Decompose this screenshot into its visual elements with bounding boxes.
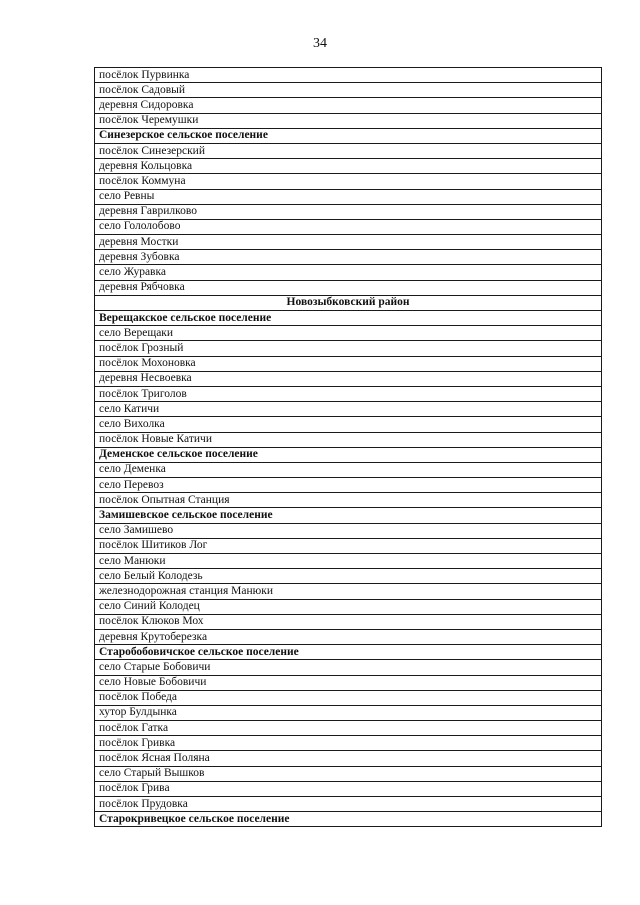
settlement-header-row [95, 508, 602, 523]
locality-name: посёлок Клюков Мох [95, 614, 602, 629]
locality-name: село Новые Бобовичи [95, 675, 602, 690]
table-row [95, 356, 602, 371]
table-row [95, 219, 602, 234]
table-row [95, 538, 602, 553]
district-header-row [95, 295, 602, 310]
settlement-header-row [95, 311, 602, 326]
table-row [95, 781, 602, 796]
table-row [95, 113, 602, 128]
settlement-name: Замишевское сельское поселение [95, 508, 602, 523]
locality-name: посёлок Гатка [95, 721, 602, 736]
table-row [95, 797, 602, 812]
table-row [95, 235, 602, 250]
table-row [95, 569, 602, 584]
district-name: Новозыбковский район [95, 295, 602, 310]
table-row [95, 204, 602, 219]
locality-name: село Манюки [95, 554, 602, 569]
locality-name: посёлок Гривка [95, 736, 602, 751]
locality-name: деревня Мостки [95, 235, 602, 250]
table-row [95, 189, 602, 204]
table-row [95, 554, 602, 569]
locality-name: посёлок Прудовка [95, 797, 602, 812]
locality-name: посёлок Грива [95, 781, 602, 796]
settlement-header-row [95, 447, 602, 462]
table-row [95, 402, 602, 417]
locality-name: деревня Кольцовка [95, 159, 602, 174]
table-row [95, 705, 602, 720]
settlement-name: Старокривецкое сельское поселение [95, 812, 602, 827]
locality-name: посёлок Мохоновка [95, 356, 602, 371]
locality-name: село Деменка [95, 462, 602, 477]
table-row [95, 478, 602, 493]
settlement-header-row [95, 645, 602, 660]
table-row [95, 265, 602, 280]
locality-name: село Гололобово [95, 219, 602, 234]
table-row [95, 68, 602, 83]
locality-name: деревня Сидоровка [95, 98, 602, 113]
locality-name: село Старые Бобовичи [95, 660, 602, 675]
locality-name: хутор Булдынка [95, 705, 602, 720]
table-row [95, 371, 602, 386]
locality-name: село Ревны [95, 189, 602, 204]
table-row [95, 250, 602, 265]
locality-name: посёлок Триголов [95, 386, 602, 401]
table-row [95, 660, 602, 675]
locality-name: село Белый Колодезь [95, 569, 602, 584]
table-row [95, 523, 602, 538]
table-row [95, 462, 602, 477]
locality-name: село Замишево [95, 523, 602, 538]
settlement-header-row [95, 128, 602, 143]
locality-name: село Вихолка [95, 417, 602, 432]
settlement-name: Деменское сельское поселение [95, 447, 602, 462]
table-row [95, 174, 602, 189]
table-row [95, 83, 602, 98]
table-row [95, 766, 602, 781]
locality-name: посёлок Опытная Станция [95, 493, 602, 508]
table-row [95, 143, 602, 158]
table-row [95, 599, 602, 614]
locality-name: село Журавка [95, 265, 602, 280]
locality-name: село Синий Колодец [95, 599, 602, 614]
settlement-name: Верещакское сельское поселение [95, 311, 602, 326]
table-row [95, 493, 602, 508]
locality-name: деревня Гаврилково [95, 204, 602, 219]
locality-name: посёлок Победа [95, 690, 602, 705]
locality-name: посёлок Новые Катичи [95, 432, 602, 447]
table-row [95, 432, 602, 447]
settlement-name: Синезерское сельское поселение [95, 128, 602, 143]
table-row [95, 614, 602, 629]
table-row [95, 417, 602, 432]
table-row [95, 736, 602, 751]
locality-name: село Перевоз [95, 478, 602, 493]
table-row [95, 584, 602, 599]
table-row [95, 341, 602, 356]
table-row [95, 629, 602, 644]
locality-name: посёлок Синезерский [95, 143, 602, 158]
table-row [95, 280, 602, 295]
table-row [95, 326, 602, 341]
localities-table-body [95, 68, 602, 827]
locality-name: село Верещаки [95, 326, 602, 341]
locality-name: посёлок Шитиков Лог [95, 538, 602, 553]
locality-name: деревня Зубовка [95, 250, 602, 265]
locality-name: железнодорожная станция Манюки [95, 584, 602, 599]
page-number: 34 [313, 36, 327, 51]
localities-table [94, 67, 602, 827]
locality-name: посёлок Садовый [95, 83, 602, 98]
locality-name: посёлок Ясная Поляна [95, 751, 602, 766]
settlement-name: Старобобовичское сельское поселение [95, 645, 602, 660]
locality-name: посёлок Коммуна [95, 174, 602, 189]
locality-name: село Катичи [95, 402, 602, 417]
table-row [95, 690, 602, 705]
table-row [95, 386, 602, 401]
locality-name: посёлок Грозный [95, 341, 602, 356]
table-row [95, 98, 602, 113]
locality-name: посёлок Пурвинка [95, 68, 602, 83]
locality-name: деревня Несвоевка [95, 371, 602, 386]
locality-name: посёлок Черемушки [95, 113, 602, 128]
table-row [95, 751, 602, 766]
locality-name: село Старый Вышков [95, 766, 602, 781]
table-row [95, 159, 602, 174]
settlement-header-row [95, 812, 602, 827]
table-row [95, 675, 602, 690]
table-row [95, 721, 602, 736]
locality-name: деревня Крутоберезка [95, 629, 602, 644]
locality-name: деревня Рябчовка [95, 280, 602, 295]
